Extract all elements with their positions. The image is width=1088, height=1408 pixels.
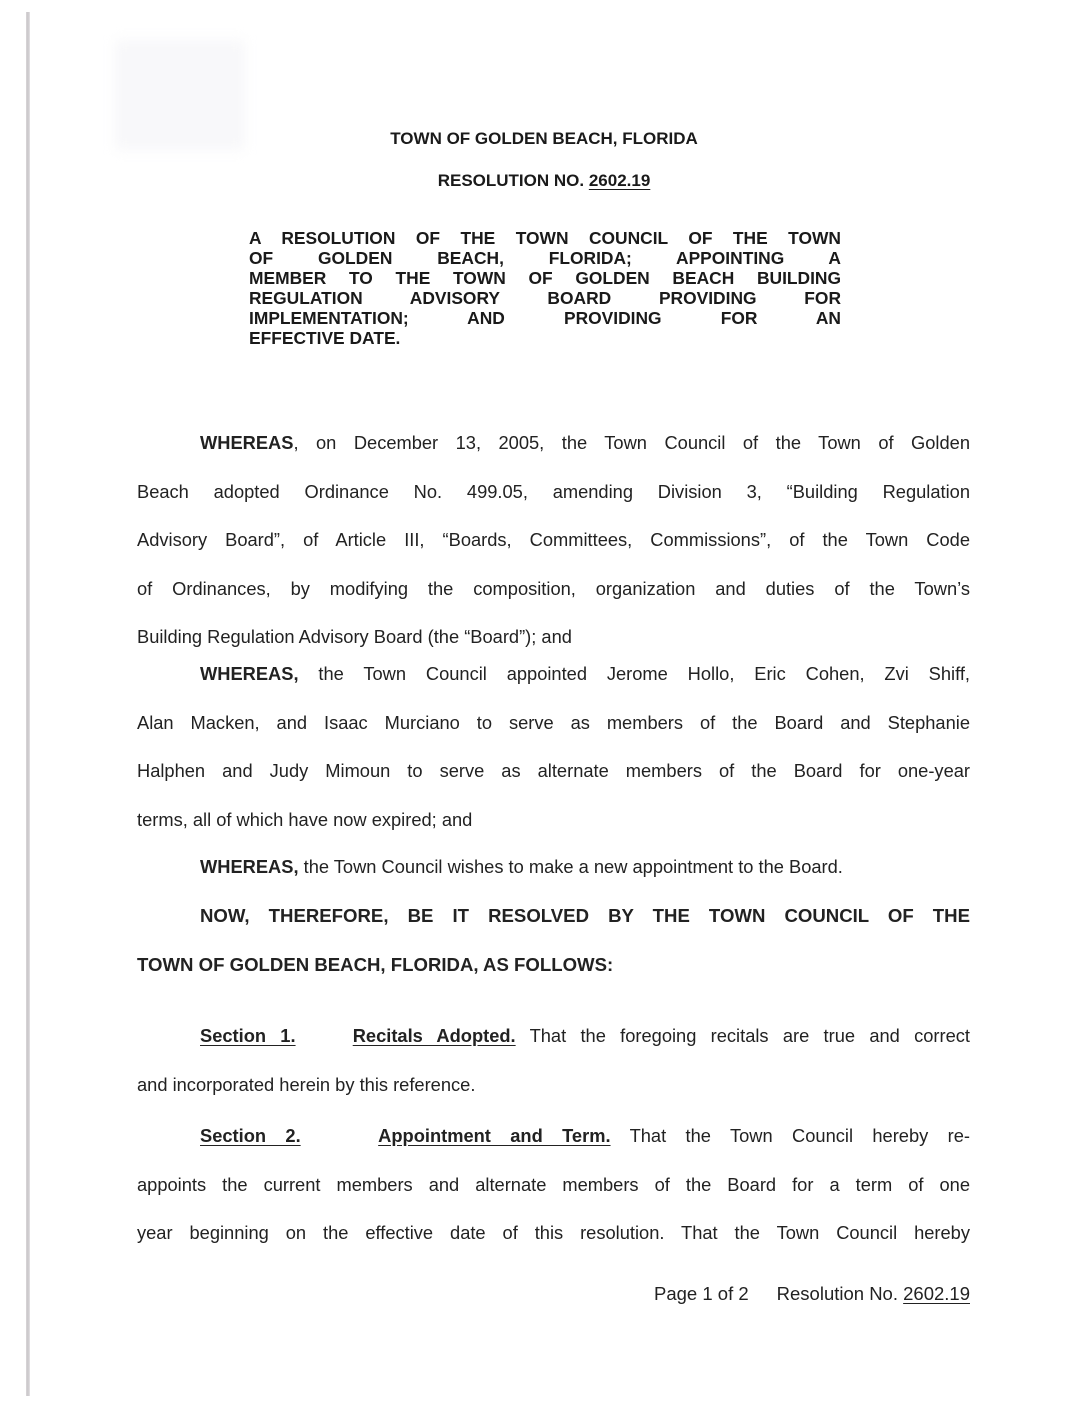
resolution-heading (0, 171, 1088, 191)
text-line: Advisory Board”, of Article III, “Boards, Committees, Commissions”, of the Town Code (137, 529, 970, 551)
text-run: the Town Council wishes to make a new appointment to the Board. (298, 856, 843, 877)
text-line (137, 843, 970, 892)
whereas-lead: WHEREAS, (200, 856, 299, 877)
section-number: Section 1. (200, 1025, 296, 1046)
text-line: year beginning on the effective date of this resolution. That the Town Council hereby (137, 1222, 970, 1244)
caption-line: OF GOLDEN BEACH, FLORIDA; APPOINTING A (249, 248, 841, 268)
resolution-number: 2602.19 (588, 171, 651, 190)
section-2 (137, 1112, 970, 1258)
section-1 (137, 1012, 970, 1109)
text-line (137, 1012, 970, 1061)
whereas-lead: WHEREAS (200, 432, 294, 453)
resolution-label: RESOLUTION NO. (437, 171, 585, 190)
footer-resolution-number: 2602.19 (903, 1283, 970, 1304)
section-title: Appointment and Term. (378, 1125, 611, 1146)
text-run: That the Town Council hereby re- (610, 1125, 970, 1146)
whereas-paragraph-3 (137, 843, 970, 892)
section-title: Recitals Adopted. (352, 1025, 516, 1046)
caption-line: IMPLEMENTATION; AND PROVIDING FOR AN (249, 308, 841, 328)
caption-line: MEMBER TO THE TOWN OF GOLDEN BEACH BUILDING (249, 268, 841, 288)
caption-line: REGULATION ADVISORY BOARD PROVIDING FOR (249, 288, 841, 308)
text-line: terms, all of which have now expired; and (137, 808, 473, 830)
text-line: Building Regulation Advisory Board (the “Board”); and (137, 626, 572, 648)
section-number: Section 2. (200, 1125, 301, 1146)
text-run: , on December 13, 2005, the Town Council of the Town of Golden (293, 432, 970, 453)
text-run: That the foregoing recitals are true and correct (515, 1025, 970, 1046)
whereas-paragraph-1 (137, 419, 970, 662)
town-heading: TOWN OF GOLDEN BEACH, FLORIDA (390, 129, 698, 148)
text-line: NOW, THEREFORE, BE IT RESOLVED BY THE TOWN COUNCIL OF THE (200, 905, 970, 926)
text-line: Beach adopted Ordinance No. 499.05, amending Division 3, “Building Regulation (137, 480, 970, 502)
text-line (137, 1112, 970, 1161)
text-line: Halphen and Judy Mimoun to serve as alternate members of the Board for one-year (137, 760, 970, 782)
text-line (137, 419, 970, 468)
caption-line: EFFECTIVE DATE. (249, 328, 401, 348)
footer-resolution (744, 1283, 970, 1305)
text-line: appoints the current members and alternate members of the Board for a term of one (137, 1173, 970, 1195)
text-line (137, 650, 970, 699)
text-line: of Ordinances, by modifying the composition, organization and duties of the Town’s (137, 577, 970, 599)
page-number: Page 1 of 2 (654, 1283, 749, 1304)
resolution-caption (249, 228, 841, 348)
text-line: TOWN OF GOLDEN BEACH, FLORIDA, AS FOLLOWS: (137, 953, 614, 975)
whereas-lead: WHEREAS, (200, 663, 299, 684)
footer-resolution-label: Resolution No. (776, 1283, 898, 1304)
text-line: Alan Macken, and Isaac Murciano to serve as members of the Board and Stephanie (137, 711, 970, 733)
caption-line: A RESOLUTION OF THE TOWN COUNCIL OF THE TOWN (249, 228, 841, 248)
resolved-clause (137, 892, 970, 989)
whereas-paragraph-2 (137, 650, 970, 844)
text-run: the Town Council appointed Jerome Hollo, Eric Cohen, Zvi Shiff, (298, 663, 970, 684)
text-line: and incorporated herein by this reference. (137, 1073, 476, 1095)
